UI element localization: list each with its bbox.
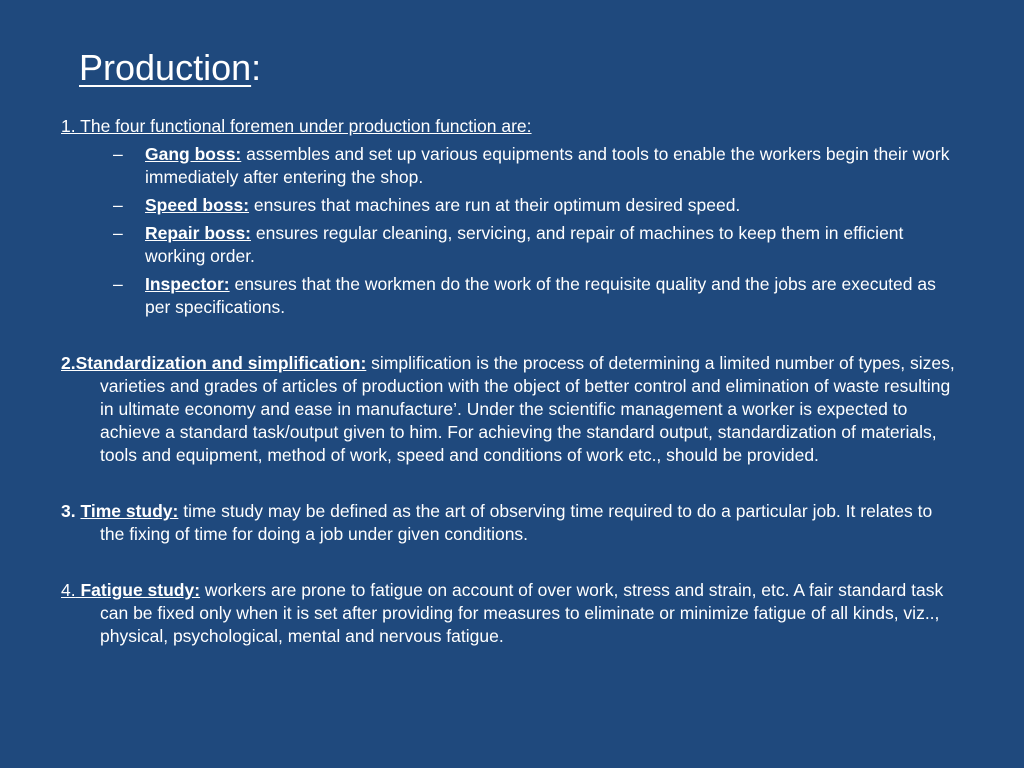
slide-title-colon: : (251, 47, 262, 88)
point-3-number: 3. (61, 501, 81, 521)
term-gang-boss: Gang boss: (145, 144, 242, 164)
point-2 (61, 352, 961, 467)
desc-speed-boss: ensures that machines are run at their optimum desired speed. (249, 195, 741, 215)
dash-bullet: – (113, 195, 123, 215)
term-inspector: Inspector: (145, 274, 230, 294)
slide-content (61, 115, 961, 648)
point-2-heading: 2.Standardization and simplification: (61, 353, 367, 373)
spacer (61, 319, 961, 352)
point-2-text: simplification is the process of determining a limited number of types, sizes, varieties and grades of articles of production with the object of better control and elimination of waste resulting in ultimate economy and ease in manufacture’. Under the scientific management a worker is expected to achieve a standard task/output given to him. For achieving the standard output, standardization of materials, tools and equipment, method of work, speed and conditions of work etc., should be provided. (100, 353, 955, 465)
point-1 (61, 115, 961, 319)
dash-bullet: – (113, 223, 123, 243)
desc-gang-boss: assembles and set up various equipments and tools to enable the workers begin their work immediately after entering the shop. (145, 144, 950, 187)
slide-title-text: Production (79, 47, 252, 88)
point-3 (61, 500, 961, 546)
foreman-item-inspector (61, 273, 961, 319)
point-4-number: 4. (61, 580, 76, 600)
foreman-item-gang-boss (61, 143, 961, 189)
point-4-heading: Fatigue study: (75, 580, 201, 600)
point-4-text: workers are prone to fatigue on account of over work, stress and strain, etc. A fair standard task can be fixed only when it is set after providing for measures to eliminate or minimize fatigue of all kinds, viz.., physical, psychological, mental and nervous fatigue. (100, 580, 944, 646)
dash-bullet: – (113, 274, 123, 294)
desc-inspector: ensures that the workmen do the work of the requisite quality and the jobs are executed as per specifications. (145, 274, 936, 317)
spacer (61, 546, 961, 579)
point-3-heading: Time study: (80, 501, 179, 521)
desc-repair-boss: ensures regular cleaning, servicing, and repair of machines to keep them in efficient working order. (145, 223, 904, 266)
spacer (61, 467, 961, 500)
point-3-text: time study may be defined as the art of observing time required to do a particular job. It relates to the fixing of time for doing a job under given conditions. (100, 501, 933, 544)
point-4 (61, 579, 961, 648)
point-1-intro: 1. The four functional foremen under production function are: (61, 116, 532, 136)
foreman-item-speed-boss (61, 194, 961, 217)
term-repair-boss: Repair boss: (145, 223, 251, 243)
foremen-list (61, 143, 961, 319)
foreman-item-repair-boss (61, 222, 961, 268)
dash-bullet: – (113, 144, 123, 164)
term-speed-boss: Speed boss: (145, 195, 250, 215)
slide-title (79, 44, 261, 92)
